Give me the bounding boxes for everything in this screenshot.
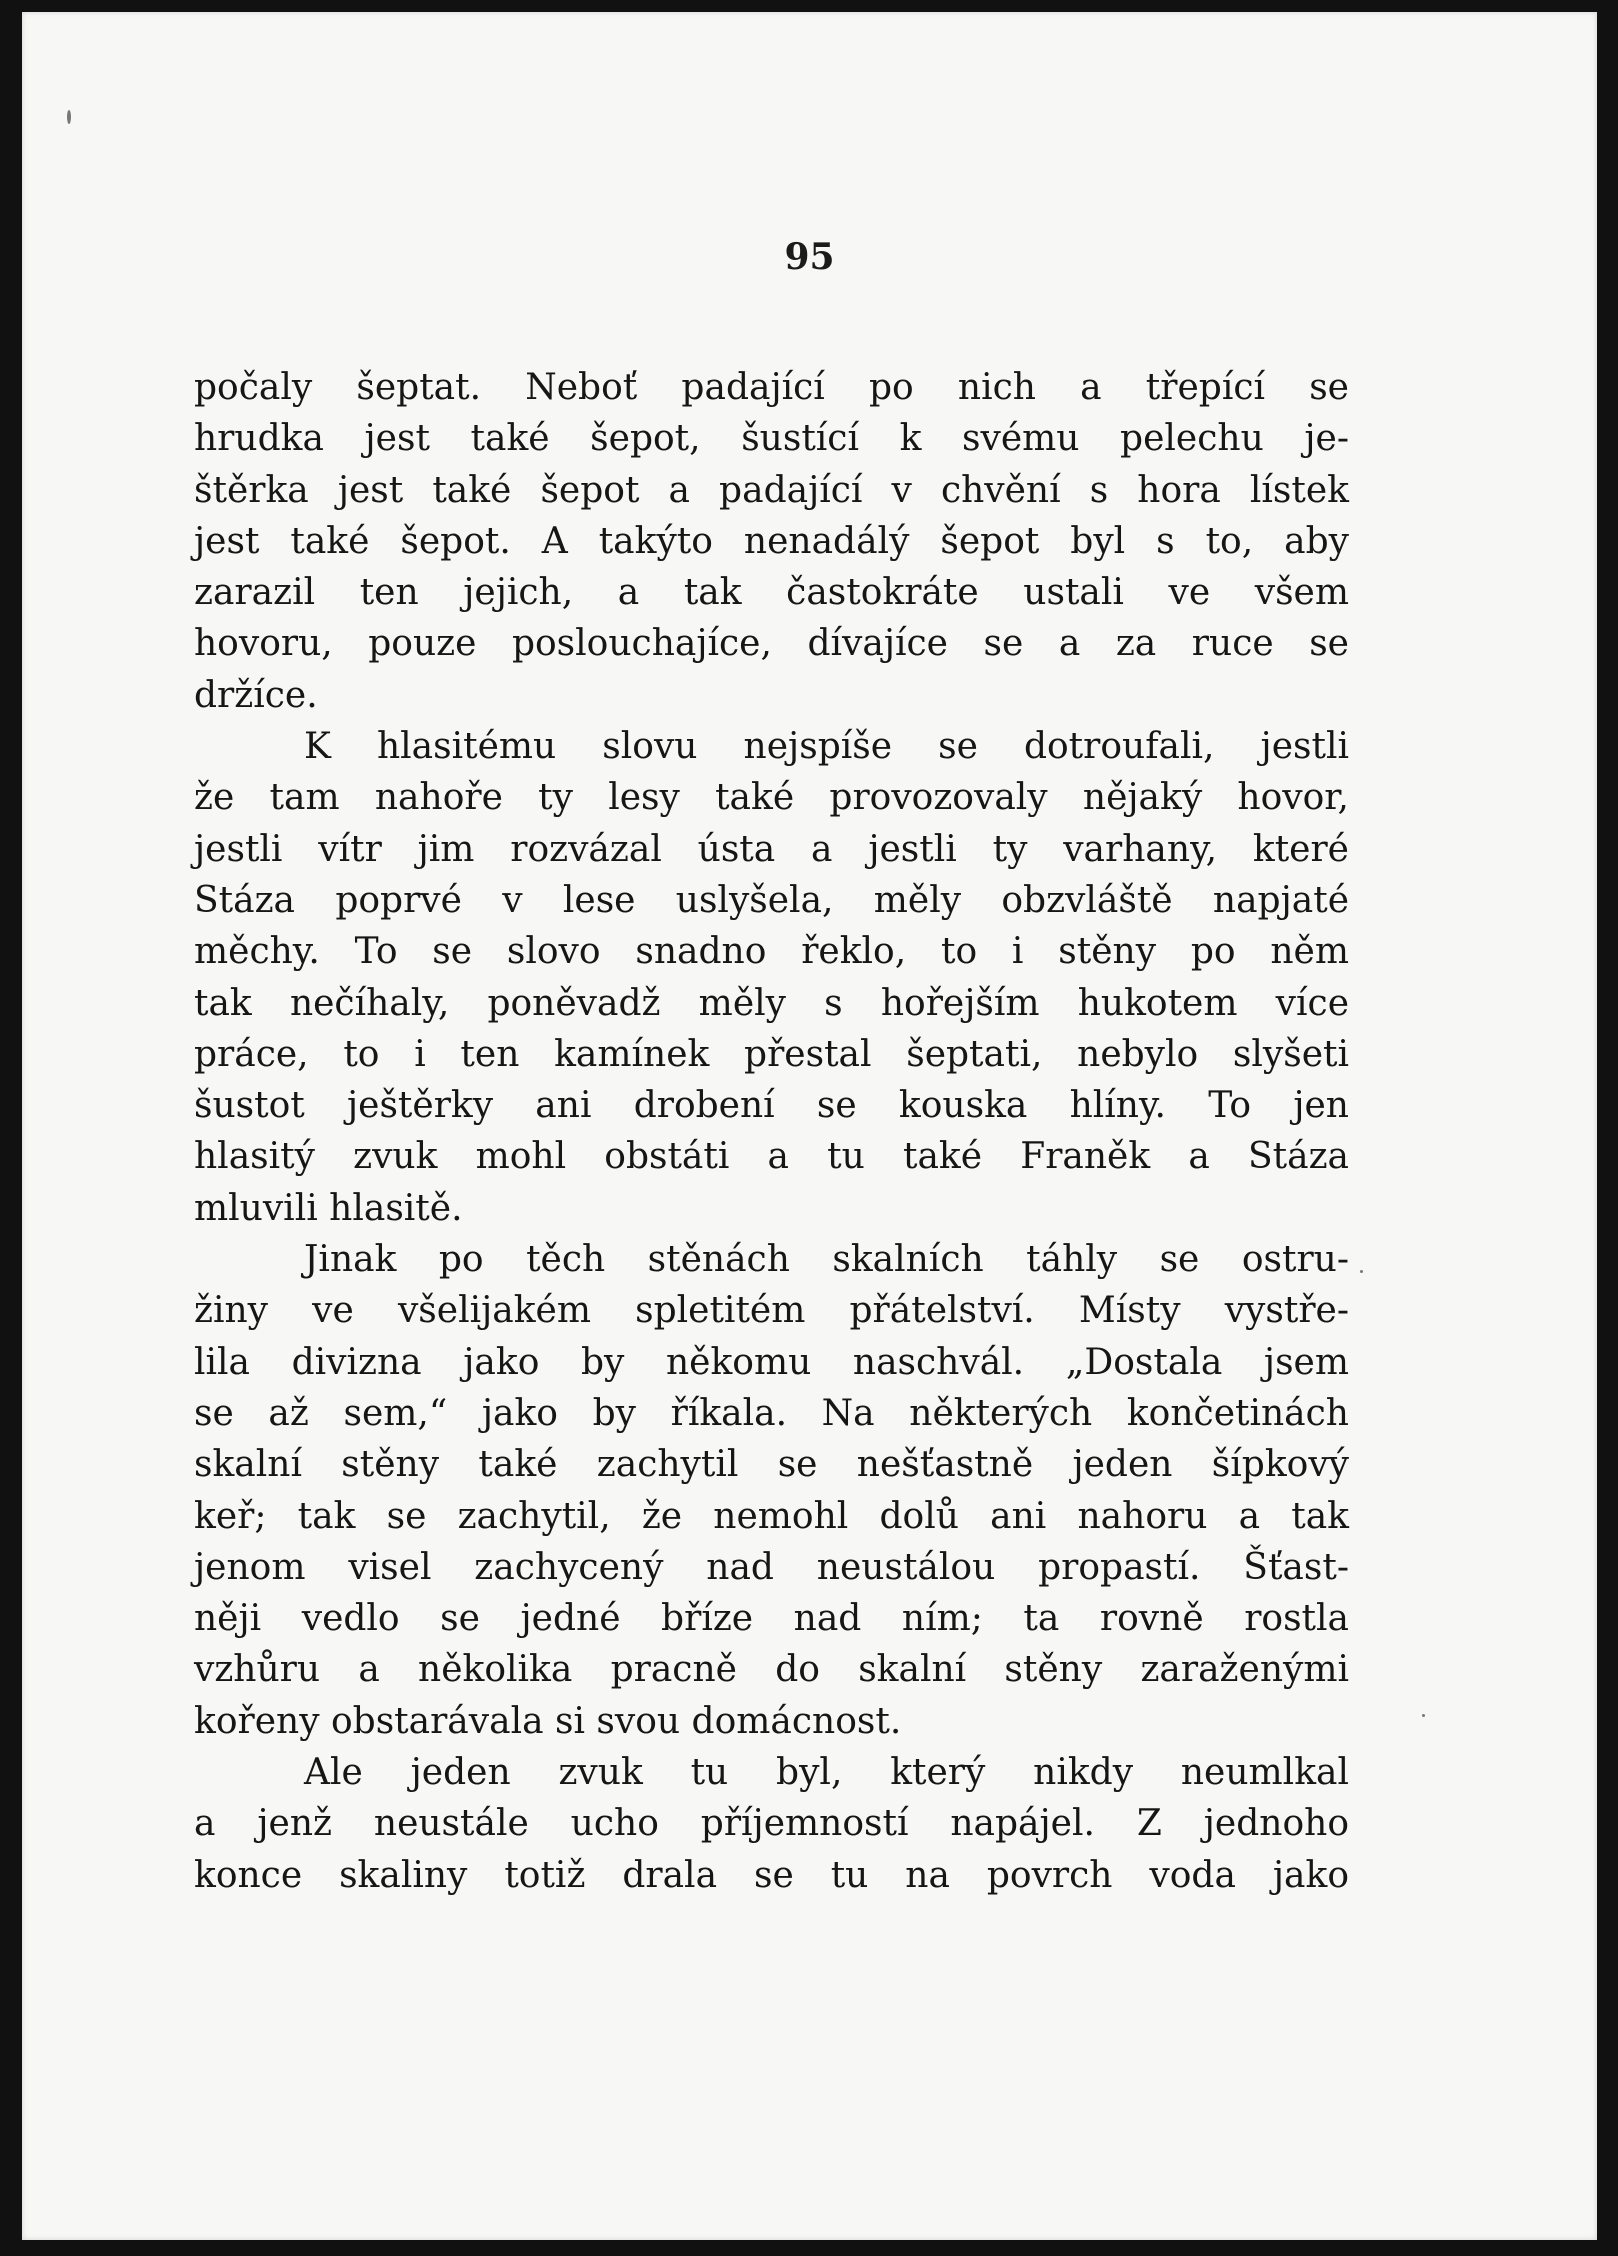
text-line: jest také šepot. A takýto nenadálý šepot byl s to, aby — [194, 520, 1349, 562]
text-line: tak nečíhaly, poněvadž měly s hořejším hukotem více — [194, 982, 1349, 1024]
text-line: kořeny obstarávala si svou domácnost. — [194, 1700, 902, 1742]
text-line: Jinak po těch stěnách skalních táhly se ostru- — [304, 1239, 1349, 1281]
text-line: že tam nahoře ty lesy také provozovaly nějaký hovor, — [194, 777, 1349, 819]
text-line: šustot ještěrky ani drobení se kouska hlíny. To jen — [194, 1085, 1349, 1127]
text-line: jenom visel zachycený nad neustálou propastí. Šťast- — [194, 1546, 1349, 1588]
text-line: počaly šeptat. Neboť padající po nich a třepící se — [194, 367, 1349, 408]
dust-speck — [67, 110, 71, 124]
text-line: K hlasitému slovu nejspíše se dotroufali, jestli — [304, 726, 1349, 768]
text-line: hlasitý zvuk mohl obstáti a tu také Franěk a Stáza — [194, 1136, 1349, 1178]
text-line: práce, to i ten kamínek přestal šeptati, nebylo slyšeti — [194, 1033, 1349, 1075]
book-page — [22, 12, 1597, 2240]
page-number: 95 — [784, 236, 835, 278]
text-line: skalní stěny také zachytil se nešťastně jeden šípkový — [194, 1444, 1349, 1486]
text-line: lila divizna jako by někomu naschvál. „Dostala jsem — [194, 1341, 1349, 1383]
dust-speck — [1422, 1714, 1425, 1717]
text-line: měchy. To se slovo snadno řeklo, to i stěny po něm — [194, 931, 1349, 973]
text-line: držíce. — [194, 674, 318, 716]
text-line: se až sem,“ jako by říkala. Na některých končetinách — [194, 1392, 1349, 1434]
text-line: keř; tak se zachytil, že nemohl dolů ani nahoru a tak — [194, 1495, 1349, 1537]
text-line: Ale jeden zvuk tu byl, který nikdy neumlkal — [304, 1752, 1349, 1794]
text-line: žiny ve všelijakém spletitém přátelství. Místy vystře- — [194, 1290, 1349, 1332]
text-line: a jenž neustále ucho příjemností napájel. Z jednoho — [194, 1803, 1349, 1845]
text-line: něji vedlo se jedné bříze nad ním; ta rovně rostla — [194, 1598, 1349, 1640]
text-line: Stáza poprvé v lese uslyšela, měly obzvláště napjaté — [194, 879, 1349, 921]
text-line: hrudka jest také šepot, šustící k svému pelechu je- — [194, 418, 1349, 460]
text-line: konce skaliny totiž drala se tu na povrch voda jako — [194, 1854, 1349, 1896]
dust-speck — [1360, 1270, 1363, 1273]
text-line: vzhůru a několika pracně do skalní stěny zaraženými — [194, 1649, 1349, 1691]
body-text — [194, 362, 1349, 1901]
text-line: hovoru, pouze poslouchajíce, dívajíce se a za ruce se — [194, 623, 1349, 665]
text-line: štěrka jest také šepot a padající v chvění s hora lístek — [194, 469, 1349, 511]
text-line: jestli vítr jim rozvázal ústa a jestli ty varhany, které — [194, 828, 1349, 870]
text-line: zarazil ten jejich, a tak častokráte ustali ve všem — [194, 572, 1349, 614]
text-line: mluvili hlasitě. — [194, 1187, 463, 1229]
